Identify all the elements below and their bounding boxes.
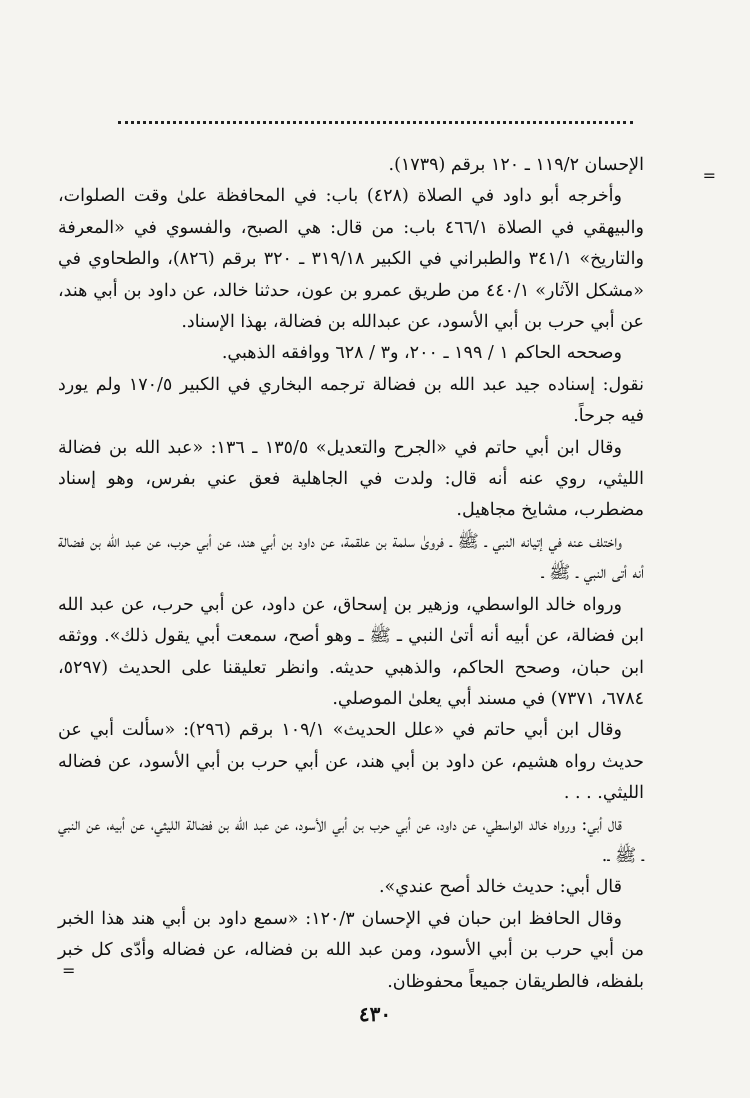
paragraph-3: وصححه الحاكم ١ / ١٩٩ ـ ٢٠٠، و٣ / ٦٢٨ ووافقه الذهبي. [221, 343, 622, 364]
paragraph-9: قال أبي: ورواه خالد الواسطي، عن داود، عن أبي حرب بن أبي الأسود، عن عبد الله بن فضالة الليثي، عن أبيه، عن النبي ـ ﷺ ـ. [58, 814, 644, 866]
footnote-text [58, 150, 644, 998]
paragraph-8: وقال ابن أبي حاتم في «علل الحديث» ١٠٩/١ برقم (٢٩٦): «سألت أبي عن حديث رواه هشيم، عن داود بن أبي هند، عن أبي حرب بن أبي الأسود، عن فضاله الليثي. . . . [58, 720, 644, 804]
paragraph-10: قال أبي: حديث خالد أصح عندي». [378, 877, 622, 898]
paragraph-1: الإحسان ١١٩/٢ ـ ١٢٠ برقم (١٧٣٩). [388, 155, 644, 175]
paragraph-6: واختلف عنه في إتيانه النبي ـ ﷺ ـ فروىٰ سلمة بن علقمة، عن داود بن أبي هند، عن أبي حرب، عن عبد الله بن فضالة أنه أتى النبي ـ ﷺ ـ [58, 531, 644, 584]
paragraph-4: نقول: إسناده جيد عبد الله بن فضالة ترجمه البخاري في الكبير ١٧٠/٥ ولم يورد فيه جرحاً. [58, 374, 644, 427]
continuation-mark-top: = [702, 166, 716, 185]
page-number: ٤٣٠ [358, 1002, 392, 1026]
paragraph-7: ورواه خالد الواسطي، وزهير بن إسحاق، عن داود، عن أبي حرب، عن عبد الله ابن فضالة، عن أبيه أنه أتىٰ النبي ـ ﷺ ـ وهو أصح، سمعت أبي يقول ذلك». ووثقه ابن حبان، وصحح الحاكم، والذهبي حديثه. وانظر تعليقنا على الحديث (٥٢٩٧، ٦٧٨٤، ٧٣٧١) في مسند أبي يعلىٰ الموصلي. [58, 594, 644, 709]
paragraph-5: وقال ابن أبي حاتم في «الجرح والتعديل» ١٣٥/٥ ـ ١٣٦: «عبد الله بن فضالة الليثي، روي عنه أنه قال: ولدت في الجاهلية فعق عني بفرس، وهو إسناد مضطرب، مشايخ مجاهيل. [58, 437, 644, 521]
paragraph-11: وقال الحافظ ابن حبان في الإحسان ١٢٠/٣: «سمع داود بن أبي هند هذا الخبر من أبي حرب بن أبي الأسود، ومن عبد الله بن فضاله، عن فضاله وأدّى كل خبر بلفظه، فالطريقان جميعاً محفوظان. [58, 908, 644, 992]
paragraph-2: وأخرجه أبو داود في الصلاة (٤٢٨) باب: في المحافظة علىٰ وقت الصلوات، والبيهقي في الصلاة ٤٦٦/١ باب: من قال: هي الصبح، والفسوي في «المعرفة والتاريخ» ٣٤١/١ والطبراني في الكبير ٣١٩/١٨ ـ ٣٢٠ برقم (٨٢٦)، والطحاوي في «مشكل الآثار» ٤٤٠/١ من طريق عمرو بن عون، حدثنا خالد، عن داود بن أبي هند، عن أبي حرب بن أبي الأسود، عن عبدالله بن فضالة، بهذا الإسناد. [58, 186, 644, 333]
continuation-mark-bottom: = [62, 961, 76, 980]
dotted-separator [118, 121, 633, 127]
